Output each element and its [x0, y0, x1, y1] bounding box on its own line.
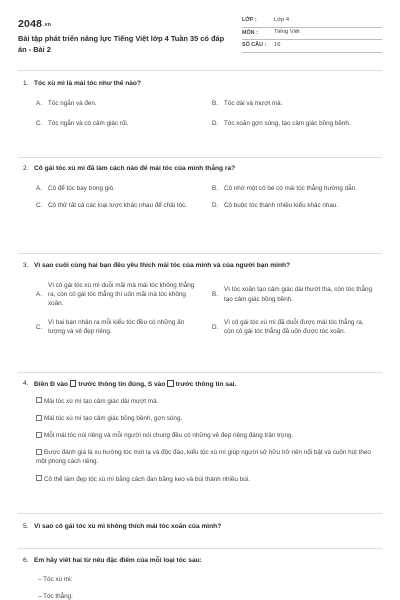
worksheet-header	[18, 12, 382, 56]
option-letter: A.	[36, 99, 42, 107]
option-b[interactable]	[212, 281, 382, 308]
option-a[interactable]	[36, 184, 206, 193]
question-heading	[18, 262, 382, 271]
true-false-statements	[18, 397, 382, 484]
question-heading	[18, 165, 382, 174]
option-letter: B.	[212, 291, 218, 299]
option-text: Tóc dài và mượt mà.	[224, 99, 283, 107]
checkbox-icon[interactable]	[36, 397, 42, 403]
divider	[18, 372, 382, 373]
answer-line-straight-hair: – Tóc thẳng:	[38, 593, 73, 600]
worksheet-title: Bài tập phát triển năng lực Tiếng Việt lớp 4 Tuần 35 có đáp án - Bài 2	[18, 34, 225, 54]
question-text	[34, 380, 382, 390]
question-heading	[18, 523, 382, 532]
question-2	[18, 165, 382, 210]
option-letter: A.	[36, 291, 42, 299]
question-text: Vì sao cuối cùng hai bạn đều yêu thích mái tóc của mình và của người bạn mình?	[34, 262, 291, 269]
question-number: 2.	[23, 165, 29, 172]
header-left	[18, 12, 228, 56]
meta-row-subject	[242, 28, 382, 41]
option-d[interactable]	[212, 119, 382, 128]
answer-box-icon	[70, 380, 77, 387]
statement-item[interactable]	[36, 475, 382, 484]
option-text: Cô để tóc bay trong gió.	[48, 184, 115, 192]
answer-options	[36, 184, 382, 210]
divider	[18, 513, 382, 514]
option-text: Tóc ngắn và đen.	[48, 99, 97, 107]
option-c[interactable]	[36, 201, 206, 210]
question-heading	[18, 380, 382, 390]
divider	[18, 548, 382, 549]
question-5	[18, 523, 382, 532]
question-text-part: trước thông tin đúng, S vào	[78, 381, 166, 388]
option-text: Cô nhờ một cô bé có mái tóc thẳng hướng dẫn.	[224, 184, 357, 192]
statement-item[interactable]	[36, 397, 382, 406]
question-text: Vì sao cô gái tóc xù mì không thích mái tóc xoăn của mình?	[34, 523, 222, 530]
divider	[18, 157, 382, 158]
option-a[interactable]	[36, 99, 206, 108]
question-number: 3.	[23, 262, 29, 269]
logo-text: 2048	[18, 18, 43, 30]
option-text: Vì cô gái tóc xù mì duỗi mãi mà mái tóc không thẳng ra, còn cô gái tóc thẳng thì uốn mãi mà tóc không xoăn.	[48, 281, 195, 308]
question-text-part: Điền Đ vào	[34, 381, 69, 388]
option-letter: D.	[212, 202, 219, 210]
checkbox-icon[interactable]	[36, 449, 42, 455]
meta-row-grade	[242, 15, 382, 28]
meta-value: 16	[274, 41, 281, 48]
question-number: 5.	[23, 523, 29, 530]
option-letter: B.	[212, 184, 218, 192]
question-number: 1.	[23, 80, 29, 87]
meta-label: SỐ CÂU :	[242, 42, 267, 49]
checkbox-icon[interactable]	[36, 415, 42, 421]
option-c[interactable]	[36, 318, 206, 336]
option-letter: D.	[212, 120, 219, 128]
option-letter: C.	[36, 323, 43, 331]
question-text: Em hãy viết hai từ nêu đặc điểm của mỗi loại tóc sau:	[34, 557, 202, 564]
checkbox-icon[interactable]	[36, 475, 42, 481]
question-number: 4.	[23, 380, 29, 387]
question-3	[18, 262, 382, 337]
option-letter: C.	[36, 202, 43, 210]
worksheet-meta	[242, 15, 382, 56]
answer-options	[36, 281, 382, 337]
question-number: 6.	[23, 557, 29, 564]
question-text: Tóc xù mì là mái tóc như thế nào?	[34, 80, 141, 87]
statement-text: Mái tóc xù mì tạo cảm giác dài mượt mà.	[44, 397, 159, 405]
statement-text: Mái tóc xù mì tạo cảm giác bồng bềnh, gợn sóng.	[44, 415, 183, 423]
logo-domain: .vn	[43, 22, 51, 28]
question-heading	[18, 557, 382, 566]
divider	[18, 253, 382, 254]
statement-item[interactable]	[36, 414, 382, 423]
answer-line-curly-hair: – Tóc xù mì:	[38, 575, 73, 583]
statement-item[interactable]	[36, 431, 382, 440]
site-logo[interactable]	[18, 17, 228, 31]
statement-text: Được đánh giá là xu hướng tóc mới lạ và độc đáo, kiểu tóc xù mì giúp người sở hữu trở nên nổi bật và cuốn hút theo một phong cách riêng.	[36, 449, 371, 466]
meta-row-question-count	[242, 40, 382, 53]
option-a[interactable]	[36, 281, 206, 308]
answer-options	[36, 99, 382, 128]
question-text: Cô gái tóc xù mì đã làm cách nào để mái tóc của mình thẳng ra?	[34, 165, 236, 172]
option-letter: A.	[36, 184, 42, 192]
option-d[interactable]	[212, 201, 382, 210]
question-heading	[18, 80, 382, 89]
option-d[interactable]	[212, 318, 382, 336]
meta-label: MÔN :	[242, 29, 258, 36]
statement-item[interactable]	[36, 448, 382, 466]
option-b[interactable]	[212, 184, 382, 193]
option-b[interactable]	[212, 99, 382, 108]
option-text: Tóc xoăn gợn sóng, tạo cảm giác bồng bềnh.	[224, 120, 351, 128]
meta-value: Tiếng Việt	[274, 29, 300, 36]
option-c[interactable]	[36, 119, 206, 128]
question-text-part: trước thông tin sai.	[175, 381, 237, 388]
statement-text: Mỗi mái tóc nói riêng và mỗi người nói chung đều có những vẻ đẹp riêng đáng trân trọng.	[44, 432, 294, 440]
divider	[18, 70, 382, 71]
option-text: Cô thử tất cả các loại lược khác nhau để chải tóc.	[48, 202, 187, 210]
option-text: Vì hai bạn nhận ra mỗi kiểu tóc đều có những ấn tượng và vẻ đẹp riêng.	[48, 319, 185, 336]
option-text: Vì cô gái tóc xù mì đã duỗi được mái tóc thẳng ra, còn cô gái tóc thẳng đã uốn được tóc xoăn.	[224, 319, 364, 336]
meta-value: Lớp 4	[274, 16, 290, 23]
option-letter: C.	[36, 120, 43, 128]
option-letter: D.	[212, 323, 219, 331]
answer-box-icon	[167, 380, 174, 387]
question-6	[18, 557, 382, 600]
checkbox-icon[interactable]	[36, 432, 42, 438]
question-4	[18, 380, 382, 484]
option-text: Vì tóc xoăn tạo cảm giác dài thướt tha, còn tóc thẳng tạo cảm giác bồng bềnh.	[224, 286, 373, 303]
statement-text: Cô thể làm đẹp tóc xù mì bằng cách đan băng keo và búi thành nhiều búi.	[44, 475, 250, 483]
meta-label: LỚP :	[242, 17, 257, 24]
option-text: Tóc ngắn và có cảm giác rối.	[48, 120, 129, 128]
question-1	[18, 80, 382, 128]
option-text: Cô buộc tóc thành nhiều kiểu khác nhau.	[224, 202, 339, 210]
option-letter: B.	[212, 99, 218, 107]
